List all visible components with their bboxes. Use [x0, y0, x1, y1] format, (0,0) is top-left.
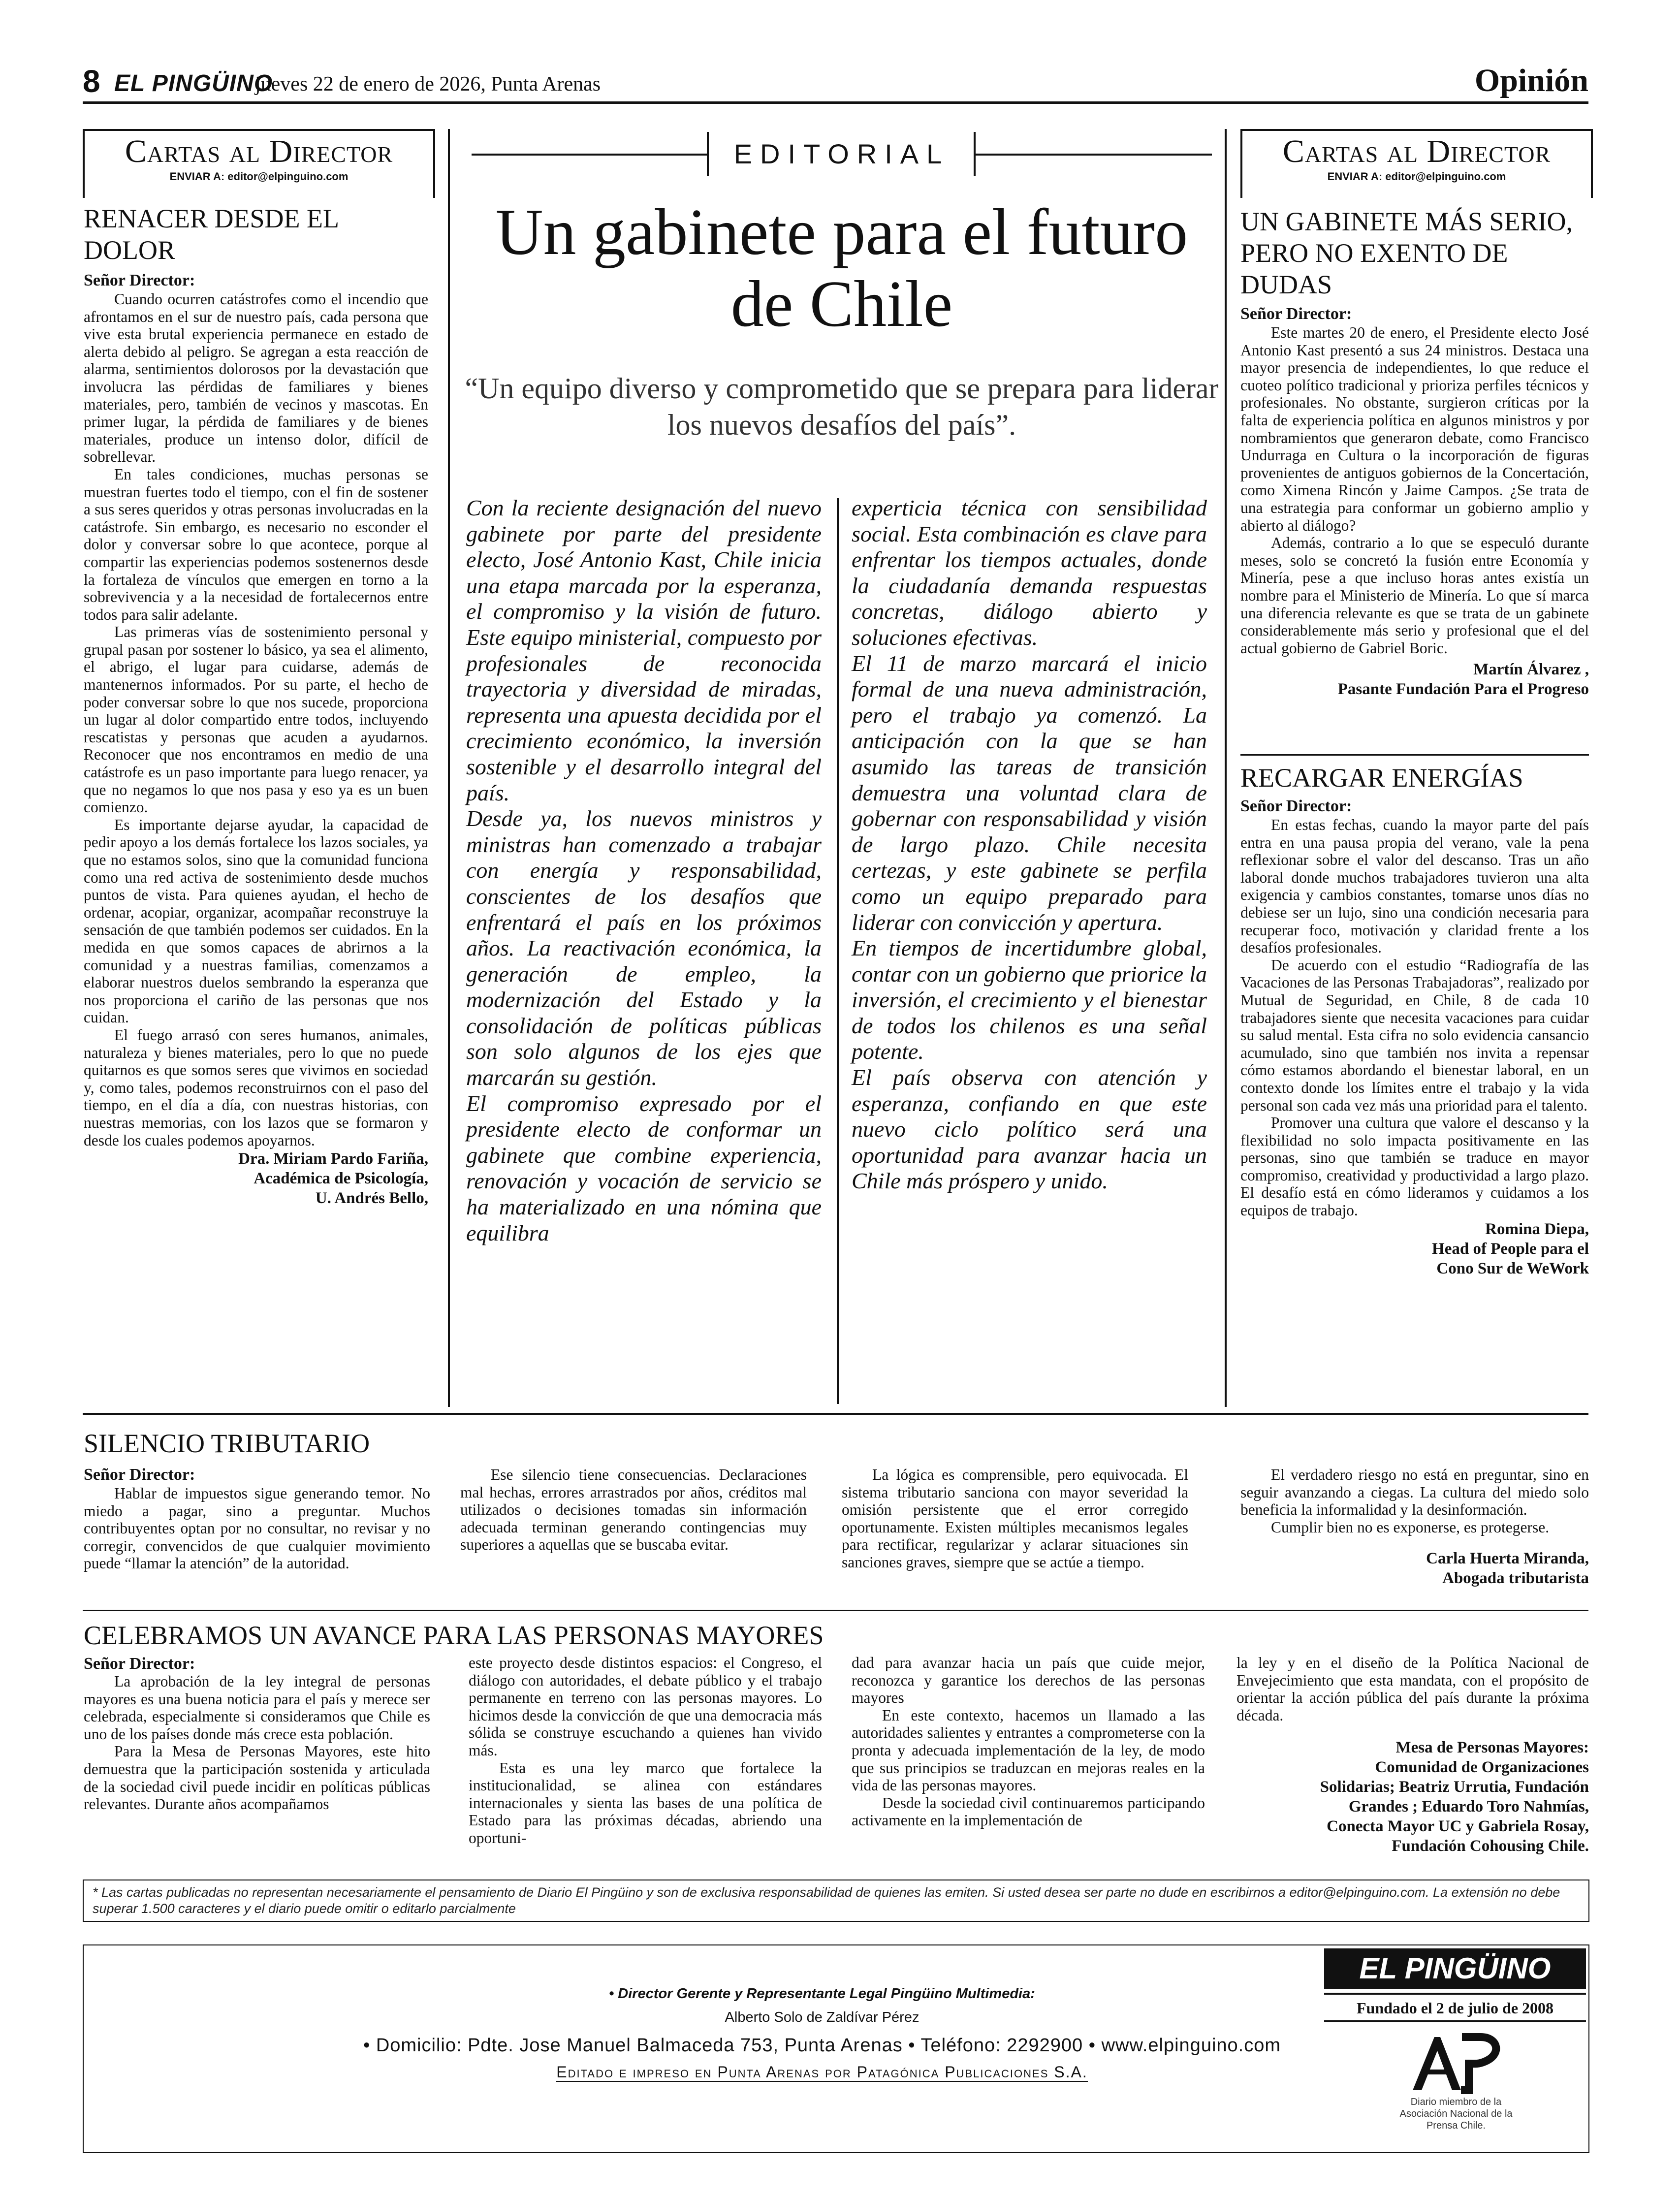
- mayores-column-3: [852, 1654, 1205, 1829]
- letter-paragraph: El fuego arrasó con seres humanos, animales, naturaleza y bienes materiales, pero lo que no puede quitarnos es que somos seres que vivimos en sociedad y, como tales, podemos reconstruirnos con el paso del tiempo, en el día a día, con nuestras historias, con nuestras memorias, con los lazos que se formaron y desde los cuales podemos apoyarnos.: [84, 1026, 428, 1149]
- founded-date: Fundado el 2 de julio de 2008: [1356, 1999, 1554, 2017]
- signature-line: U. Andrés Bello,: [315, 1189, 428, 1208]
- page-number: 8: [83, 64, 100, 99]
- header-rule: [83, 101, 1588, 104]
- signature-line: Comunidad de Organizaciones: [1375, 1758, 1589, 1776]
- letter-paragraph: La aprobación de la ley integral de personas mayores es una buena noticia para el país y merece ser celebrada, especialmente si consideramos que Chile es uno de los países donde más crece esta población.: [84, 1673, 430, 1743]
- anp-logo: [1404, 2027, 1507, 2096]
- column-rule-left: [448, 129, 450, 1407]
- letter-gabinete: [1240, 206, 1589, 699]
- letter-paragraph: De acuerdo con el estudio “Radiografía de las Vacaciones de las Personas Trabajadoras”, realizado por Mutual de Seguridad, en Chile, 8 de cada 10 trabajadores siente que necesita vacaciones para cuidar su salud mental. Esta cifra no solo evidencia cansancio acumulado, sino que también nos invita a repensar cómo estamos abordando el bienestar laboral, en un contexto donde los límites entre el trabajo y la vida personal son cada vez más una prioridad para el talento.: [1240, 956, 1589, 1114]
- letter-paragraph: El verdadero riesgo no está en preguntar, sino en seguir avanzando a ciegas. La cultura del miedo solo beneficia la informalidad y la desinformación.: [1240, 1466, 1589, 1519]
- disclaimer-text: * Las cartas publicadas no representan necesariamente el pensamiento de Diario El Pingüino y son de exclusiva responsabilidad de quienes las emiten. Si usted desea ser parte no dude en escribirnos a editor@elpinguino.com. La extensión no debe superar 1.500 caracteres y el diario puede omitir o editarlo parcialmente: [93, 1885, 1560, 1916]
- signature-line: Fundación Cohousing Chile.: [1392, 1837, 1589, 1855]
- letter-signature: [1240, 1549, 1589, 1588]
- letter-salutation: Señor Director:: [1240, 797, 1352, 815]
- editorial-column-2: [852, 495, 1207, 1194]
- letter-paragraph: En este contexto, hacemos un llamado a las autoridades salientes y entrantes a comprometerse con la pronta y adecuada implementación de la ley, de modo que sus principios se traduzcan en mejoras reales en la vida de las personas mayores.: [852, 1706, 1205, 1794]
- signature-line: Académica de Psicología,: [254, 1170, 428, 1188]
- cartas-title: Cartas al Director: [125, 133, 393, 169]
- cartas-header-left: [83, 129, 435, 198]
- printed-by: [98, 2062, 1546, 2082]
- signature-line: Grandes ; Eduardo Toro Nahmías,: [1348, 1798, 1589, 1816]
- footer-logo: EL PINGÜINO: [1324, 1948, 1586, 1989]
- letter-recargar: [1240, 762, 1589, 1278]
- letter-salutation: Señor Director:: [84, 1655, 195, 1673]
- signature-line: Martín Álvarez ,: [1473, 661, 1589, 679]
- editorial-paragraph: El 11 de marzo marcará el inicio formal de una nueva administración, pero el trabajo ya comenzó. La anticipación con la que se han asumido las tareas de transición demuestra una voluntad clara de gobernar con responsabilidad y visión de largo plazo. Chile necesita certezas, y este gabinete se perfila como un equipo preparado para liderar con convicción y apertura.: [852, 650, 1207, 935]
- silencio-column-4: [1240, 1466, 1589, 1536]
- letter-headline: RENACER DESDE EL DOLOR: [84, 204, 338, 265]
- section-rule: [83, 1413, 1588, 1415]
- cartas-title: Cartas al Director: [1282, 133, 1551, 169]
- letter-headline: UN GABINETE MÁS SERIO, PERO NO EXENTO DE DUDAS: [1240, 207, 1573, 299]
- letter-paragraph: Promover una cultura que valore el descanso y la flexibilidad no solo impacta positivamente en las personas, sino que también se traduce en mayor compromiso, creatividad y productividad a largo plazo. El desafío está en cómo lideramos y cuidamos a los equipos de trabajo.: [1240, 1114, 1589, 1219]
- letter-signature: [1240, 1219, 1589, 1278]
- signature-line: Cono Sur de WeWork: [1436, 1259, 1589, 1277]
- letter-paragraph: la ley y en el diseño de la Política Nacional de Envejecimiento que esta mandata, con el propósito de orientar la acción pública del país durante la próxima década.: [1236, 1654, 1589, 1724]
- editorial-paragraph: Con la reciente designación del nuevo gabinete por parte del presidente electo, José Antonio Kast, Chile inicia una etapa marcada por la esperanza, el compromiso y la visión de futuro. Este equipo ministerial, compuesto por profesionales de reconocida trayectoria y diversidad de miradas, representa una apuesta decidida por el crecimiento económico, la inversión sostenible y el desarrollo integral del país.: [466, 495, 822, 805]
- contact-address: • Domicilio: Pdte. Jose Manuel Balmaceda 753, Punta Arenas • Teléfono: 2292900 • www.elpinguino.com: [363, 2035, 1281, 2056]
- director-name: Alberto Solo de Zaldívar Pérez: [725, 2009, 919, 2025]
- letter-salutation: Señor Director:: [84, 271, 195, 289]
- letter-salutation: Señor Director:: [84, 1465, 195, 1484]
- letter-paragraph: Desde la sociedad civil continuaremos participando activamente en la implementación de: [852, 1794, 1205, 1829]
- letter-paragraph: Cuando ocurren catástrofes como el incendio que afrontamos en el sur de nuestro país, cada persona que vive esta brutal experiencia permanece en estado de alerta debido al peligro. Se agregan a esta reacción de alarma, sentimientos dolorosos por la devastación que involucra las pérdidas de familiares y bienes materiales, pero, también de vecinos y mascotas. En primer lugar, la pérdida de familiares y de bienes materiales, produce un intenso dolor, difícil de sobrellevar.: [84, 290, 428, 466]
- letter-renacer: [84, 203, 428, 1208]
- editorial-label: EDITORIAL: [733, 138, 950, 169]
- signature-line: Pasante Fundación Para el Progreso: [1337, 680, 1589, 699]
- letter-paragraph: La lógica es comprensible, pero equivocada. El sistema tributario sanciona con mayor severidad la omisión persistente que el error corregido oportunamente. Existen múltiples mecanismos legales para rectificar, regularizar y aclarar situaciones sin sanciones graves, siempre que se actúe a tiempo.: [842, 1466, 1188, 1571]
- letter-paragraph: Las primeras vías de sostenimiento personal y grupal pasan por sostener lo básico, ya sea el alimento, el abrigo, el lugar para cuidarse, además de mantenernos informados. Por su parte, el hecho de poder conversar sobre lo que nos sucede, proporciona un lugar al dolor compartido entre todos, incluyendo rescatistas y personas que acuden a ayudarnos. Reconocer que nos encontramos en medio de una catástrofe es un paso importante para luego renacer, ya que no negamos lo que nos pasa y eso ya es un buen comienzo.: [84, 623, 428, 816]
- logo-rule: [1324, 1993, 1586, 1995]
- section-rule: [83, 1610, 1588, 1611]
- letter-headline: SILENCIO TRIBUTARIO: [84, 1429, 370, 1458]
- letter-signature: [84, 1149, 428, 1208]
- signature-line: Mesa de Personas Mayores:: [1395, 1739, 1589, 1756]
- letter-paragraph: En estas fechas, cuando la mayor parte del país entra en una pausa propia del verano, vale la pena reflexionar sobre el valor del descanso. Tras un año laboral donde muchos trabajadores tuvieron una alta exigencia y cambios constantes, tomarse unos días no debiese ser un lujo, sino una condición necesaria para recuperar foco, motivación y claridad frente a los desafíos profesionales.: [1240, 816, 1589, 956]
- signature-line: Romina Diepa,: [1485, 1220, 1589, 1238]
- cartas-email: ENVIAR A: editor@elpinguino.com: [169, 170, 349, 183]
- logo-rule: [1324, 2020, 1586, 2022]
- editorial-paragraph: Desde ya, los nuevos ministros y ministras han comenzado a trabajar con energía y responsabilidad, conscientes de los desafíos que enfrentará el país en los próximos años. La reactivación económica, la generación de empleo, la modernización del Estado y la consolidación de políticas públicas son solo algunos de los ejes que marcarán su gestión.: [466, 806, 822, 1090]
- column-rule-right: [1225, 129, 1227, 1407]
- signature-line: Head of People para el: [1432, 1240, 1589, 1258]
- disclaimer-box: [83, 1879, 1589, 1922]
- editorial-column-divider: [837, 498, 839, 1404]
- editorial-label-wrap: [709, 133, 975, 174]
- mayores-column-4: [1236, 1654, 1589, 1724]
- letter-paragraph: Ese silencio tiene consecuencias. Declaraciones mal hechas, errores arrastrados por años, créditos mal utilizados o decisiones tomadas sin información adecuada terminan generando contingencias muy superiores a aquellas que se buscaba evitar.: [460, 1466, 807, 1554]
- mayores-column-1: [84, 1673, 430, 1813]
- letter-body: [1240, 324, 1589, 657]
- editorial-paragraph: El país observa con atención y esperanza, confiando en que este nuevo ciclo político será una oportunidad para avanzar hacia un Chile más próspero y unido.: [852, 1065, 1207, 1194]
- mayores-column-2: [469, 1654, 822, 1847]
- letter-signature: [1240, 660, 1589, 699]
- signature-line: Carla Huerta Miranda,: [1426, 1550, 1589, 1567]
- letter-signature: [1191, 1738, 1589, 1856]
- signature-line: Abogada tributarista: [1442, 1569, 1589, 1587]
- letter-body: [84, 290, 428, 1149]
- editorial-lead: “Un equipo diverso y comprometido que se prepara para liderar los nuevos desafíos del país”.: [465, 372, 1219, 441]
- editorial-rule-right: [976, 154, 1212, 156]
- silencio-column-2: [460, 1466, 807, 1554]
- letter-divider: [1240, 754, 1589, 756]
- silencio-column-3: [842, 1466, 1188, 1571]
- editorial-rule-left: [472, 154, 708, 156]
- letter-paragraph: dad para avanzar hacia un país que cuide mejor, reconozca y garantice los derechos de las personas mayores: [852, 1654, 1205, 1707]
- letter-headline: CELEBRAMOS UN AVANCE PARA LAS PERSONAS MAYORES: [84, 1621, 824, 1650]
- silencio-column-1: [84, 1485, 430, 1572]
- anp-member-text: Diario miembro de la Asociación Nacional de la Prensa Chile.: [1399, 2097, 1513, 2131]
- editorial-title: Un gabinete para el futuro de Chile: [495, 195, 1188, 340]
- brand-name: EL PINGÜINO: [114, 70, 273, 96]
- letter-paragraph: Esta es una ley marco que fortalece la institucionalidad, se alinea con estándares internacionales y sienta las bases de una política de Estado para las próximas décadas, abriendo una oportuni-: [469, 1759, 822, 1847]
- cartas-email: ENVIAR A: editor@elpinguino.com: [1327, 170, 1506, 183]
- letter-body: [1240, 816, 1589, 1219]
- letter-paragraph: Este martes 20 de enero, el Presidente electo José Antonio Kast presentó a sus 24 ministros. Destaca una mayor presencia de independientes, lo que reduce el cuoteo político tradicional y prioriza perfiles técnicos y profesionales. No obstante, surgieron críticas por la falta de experiencia política en algunos ministros y por nombramientos que generaron debate, como Francisco Undurraga en Cultura o la incorporación de figuras provenientes de antiguos gobiernos de la Concertación, como Ximena Rincón y Jaime Campos. ¿Se trata de una estrategia para conformar un gobierno amplio y abierto al diálogo?: [1240, 324, 1589, 534]
- letter-paragraph: Hablar de impuestos sigue generando temor. No miedo a pagar, sino a preguntar. Muchos contribuyentes optan por no consultar, no revisar y no corregir, convencidos de que cualquier movimiento puede “llamar la atención” de la autoridad.: [84, 1485, 430, 1572]
- letter-paragraph: En tales condiciones, muchas personas se muestran fuertes todo el tiempo, con el fin de sostener a sus seres queridos y otras personas involucradas en la catástrofe. Sin embargo, es necesario no esconder el dolor y conversar sobre lo que acontece, porque al compartir las experiencias podemos sostenernos desde la fortaleza de vínculos que emergen en torno a la sobrevivencia y a la necesidad de fortalecernos entre todos para salir adelante.: [84, 465, 428, 623]
- signature-line: Dra. Miriam Pardo Fariña,: [238, 1150, 428, 1168]
- letter-paragraph: Para la Mesa de Personas Mayores, este hito demuestra que la participación sostenida y articulada de la sociedad civil puede incidir en políticas públicas relevantes. Durante años acompañamos: [84, 1743, 430, 1813]
- cartas-header-right: [1240, 129, 1593, 198]
- letter-paragraph: este proyecto desde distintos espacios: el Congreso, el diálogo con autoridades, el debate público y el trabajo permanente en terreno con las personas mayores. Lo hicimos desde la convicción de que una democracia más sólida se construye escuchando a quienes han vivido más.: [469, 1654, 822, 1759]
- editorial-paragraph: El compromiso expresado por el presidente electo de conformar un gabinete que combine experiencia, renovación y vocación de servicio se ha materializado en una nómina que equilibra: [466, 1090, 822, 1245]
- editorial-paragraph: experticia técnica con sensibilidad social. Esta combinación es clave para enfrentar los tiempos actuales, donde la ciudadanía demanda respuestas concretas, diálogo abierto y soluciones efectivas.: [852, 495, 1207, 650]
- printed-by-text: Editado e impreso en Punta Arenas por Patagónica Publicaciones S.A.: [556, 2063, 1088, 2081]
- editorial-column-1: [466, 495, 822, 1246]
- letter-paragraph: Es importante dejarse ayudar, la capacidad de pedir apoyo a los demás fortalece los lazos sociales, ya que no estamos solos, sino que la comunidad funciona como una red activa de sostenimiento desde muchos puntos de vista. Para quienes ayudan, el hecho de ordenar, acopiar, organizar, acompañar reconstruye la sensación de que también podemos ser cuidados. En la medida en que somos capaces de abrirnos a la comunidad y a nuestras familias, comenzamos a elaborar nuestros duelos sembrando la esperanza que nos proporciona el cariño de las personas que nos cuidan.: [84, 816, 428, 1026]
- letter-salutation: Señor Director:: [1240, 305, 1352, 323]
- section-title: Opinión: [1474, 63, 1588, 98]
- letter-paragraph: Además, contrario a lo que se especuló durante meses, solo se concretó la fusión entre Economía y Minería, pese a que incluso horas antes existía un nombre para el Ministerio de Minería. Lo que sí marca una diferencia relevante es que se trata de un gabinete considerablemente más serio y profesional que el del actual gobierno de Gabriel Boric.: [1240, 534, 1589, 657]
- letter-paragraph: Cumplir bien no es exponerse, es protegerse.: [1271, 1518, 1550, 1536]
- director-label: • Director Gerente y Representante Legal Pingüino Multimedia:: [609, 1986, 1035, 2002]
- editorial-paragraph: En tiempos de incertidumbre global, contar con un gobierno que priorice la inversión, el crecimiento y el bienestar de todos los chilenos es una señal potente.: [852, 935, 1207, 1064]
- signature-line: Conecta Mayor UC y Gabriela Rosay,: [1327, 1817, 1589, 1835]
- letter-headline: RECARGAR ENERGÍAS: [1240, 763, 1523, 793]
- issue-date: jueves 22 de enero de 2026, Punta Arenas: [255, 73, 601, 96]
- anp-logo-mark: [1404, 2027, 1507, 2096]
- signature-line: Solidarias; Beatriz Urrutia, Fundación: [1320, 1778, 1589, 1796]
